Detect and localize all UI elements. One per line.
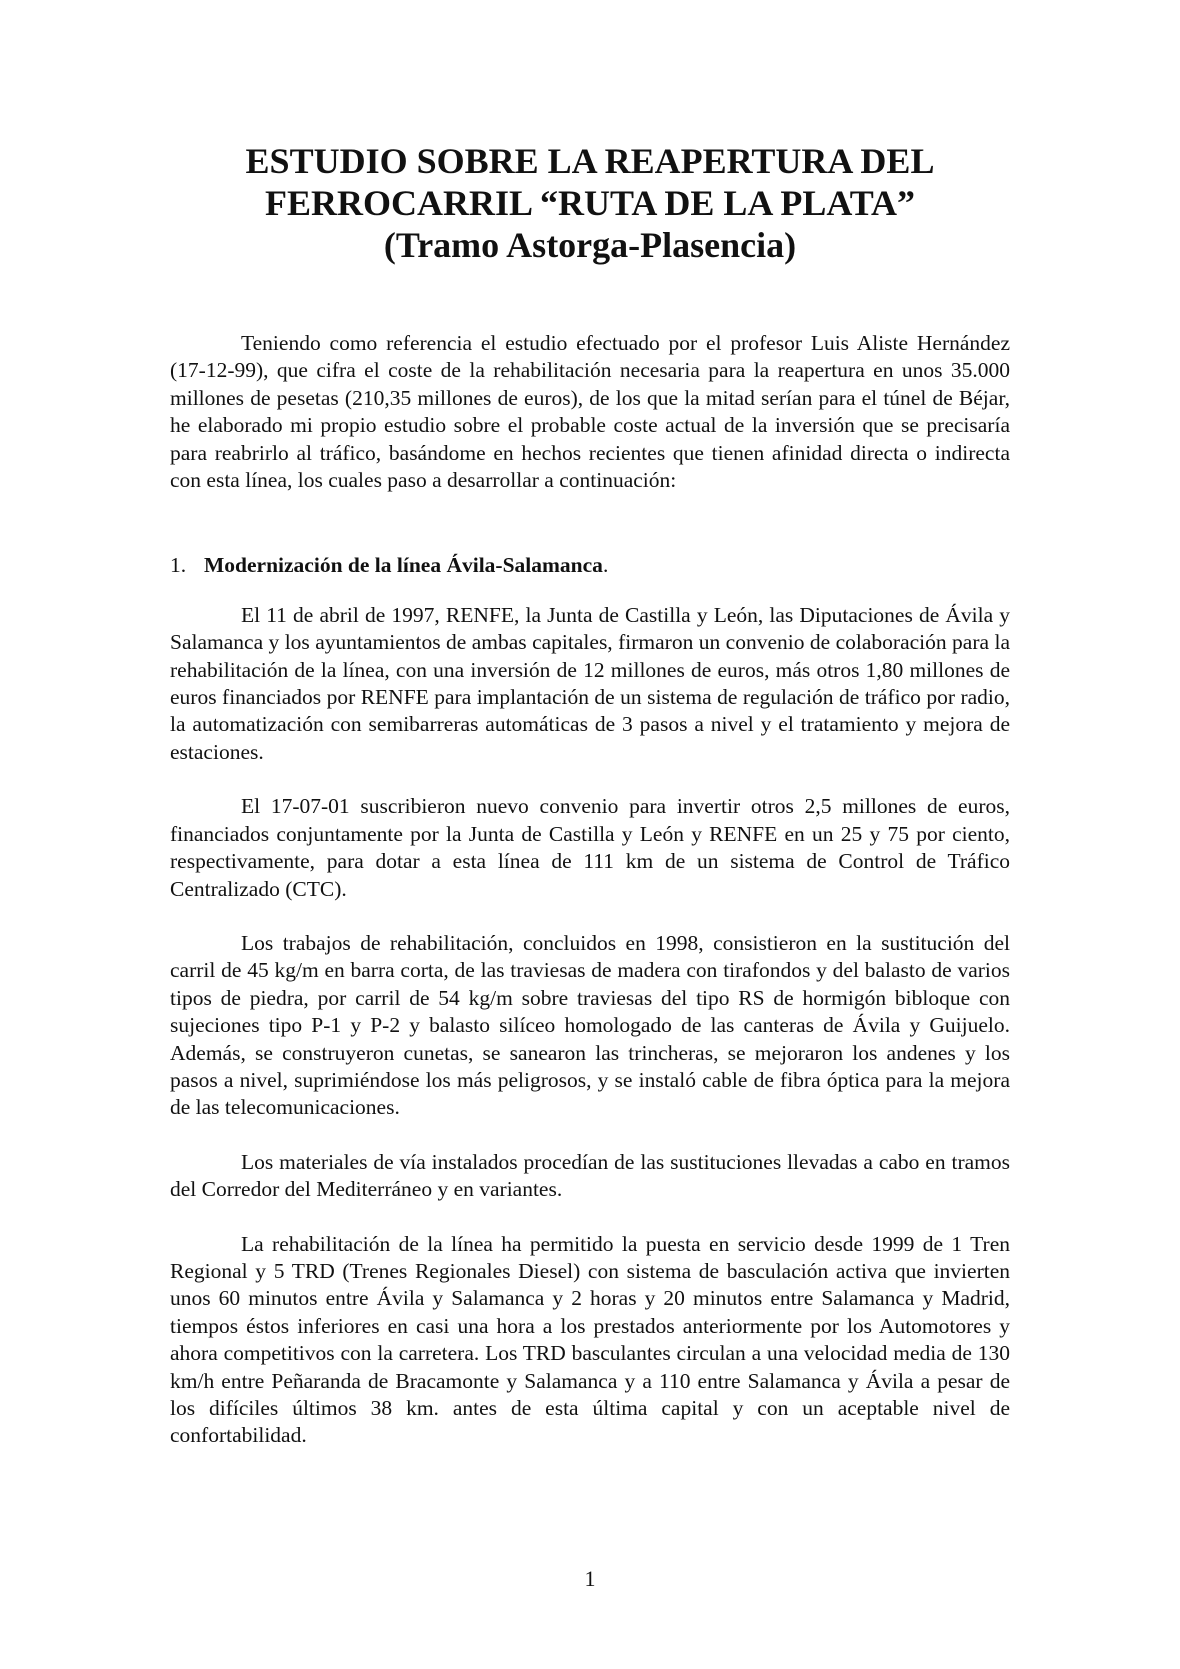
paragraph: La rehabilitación de la línea ha permitido la puesta en servicio desde 1999 de 1 Tren Regional y 5 TRD (Trenes Regionales Diesel) con sistema de basculación activa que invierten unos 60 minutos entre Ávila y Salamanca y 2 horas y 20 minutos entre Salamanca y Madrid, tiempos éstos inferiores en casi una hora a los prestados anteriormente por los Automotores y ahora competitivos con la carretera. Los TRD basculantes circulan a una velocidad media de 130 km/h entre Peñaranda de Bracamonte y Salamanca y a 110 entre Salamanca y Ávila a pesar de los difíciles últimos 38 km. antes de esta última capital y con un aceptable nivel de confortabilidad. — [170, 1231, 1010, 1448]
paragraph: Los materiales de vía instalados procedían de las sustituciones llevadas a cabo en tramos del Corredor del Mediterráneo y en variantes. — [170, 1149, 1010, 1202]
section-title-suffix: . — [602, 553, 609, 578]
title-line-2: FERROCARRIL “RUTA DE LA PLATA” — [264, 183, 916, 223]
document-title — [120, 140, 1060, 266]
paragraph: El 17-07-01 suscribieron nuevo convenio para invertir otros 2,5 millones de euros, financiados conjuntamente por la Junta de Castilla y León y RENFE en un 25 y 75 por ciento, respectivamente, para dotar a esta línea de 111 km de un sistema de Control de Tráfico Centralizado (CTC). — [170, 794, 1010, 901]
paragraph: El 11 de abril de 1997, RENFE, la Junta de Castilla y León, las Diputaciones de Ávila y Salamanca y los ayuntamientos de ambas capitales, firmaron un convenio de colaboración para la rehabilitación de la línea, con una inversión de 12 millones de euros, más otros 1,80 millones de euros financiados por RENFE para implantación de un sistema de regulación de tráfico por radio, la automatización con semibarreras automáticas de 3 pasos a nivel y el tratamiento y mejora de estaciones. — [170, 602, 1010, 764]
document-body — [170, 330, 1010, 1450]
section-heading — [170, 552, 1010, 579]
section-title: Modernización de la línea Ávila-Salamanca — [204, 553, 603, 578]
page-number: 1 — [584, 1566, 596, 1591]
intro-paragraph: Teniendo como referencia el estudio efectuado por el profesor Luis Aliste Hernández (17-12-99), que cifra el coste de la rehabilitación necesaria para la reapertura en unos 35.000 millones de pesetas (210,35 millones de euros), de los que la mitad serían para el túnel de Béjar, he elaborado mi propio estudio sobre el probable coste actual de la inversión que se precisaría para reabrirlo al tráfico, basándome en hechos recientes que tienen afinidad directa o indirecta con esta línea, los cuales paso a desarrollar a continuación: — [170, 331, 1010, 493]
section-number: 1. — [170, 553, 187, 578]
paragraph: Los trabajos de rehabilitación, concluidos en 1998, consistieron en la sustitución del carril de 45 kg/m en barra corta, de las traviesas de madera con tirafondos y del balasto de varios tipos de piedra, por carril de 54 kg/m sobre traviesas del tipo RS de hormigón bibloque con sujeciones tipo P-1 y P-2 y balasto silíceo homologado de las canteras de Ávila y Guijuelo. Además, se construyeron cunetas, se sanearon las trincheras, se mejoraron los andenes y los pasos a nivel, suprimiéndose los más peligrosos, y se instaló cable de fibra óptica para la mejora de las telecomunicaciones. — [170, 930, 1010, 1120]
title-line-3: (Tramo Astorga-Plasencia) — [383, 225, 797, 265]
title-line-1: ESTUDIO SOBRE LA REAPERTURA DEL — [245, 141, 935, 181]
